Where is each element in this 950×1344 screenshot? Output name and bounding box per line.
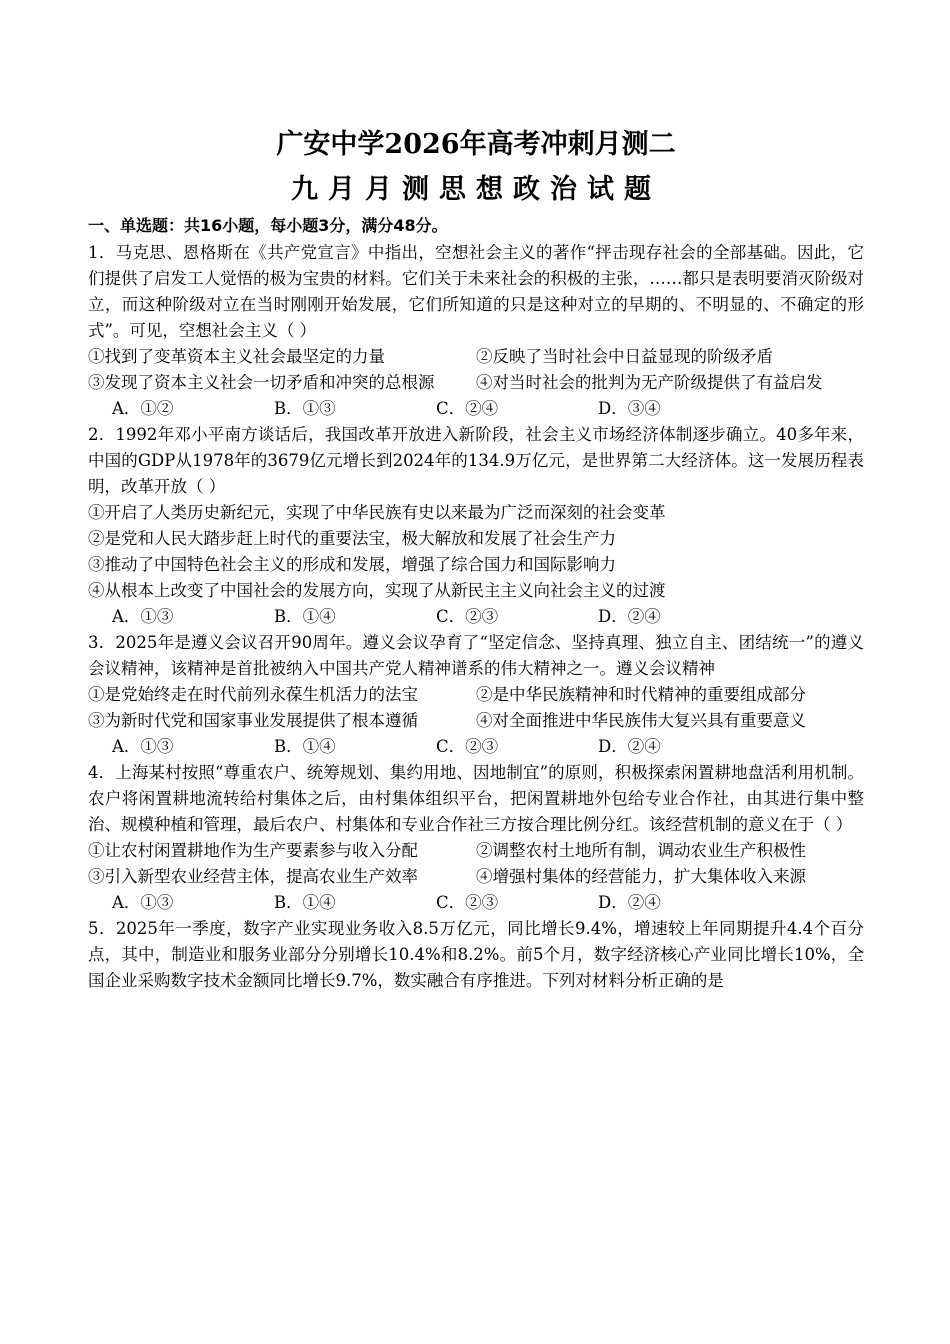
- option: ②反映了当时社会中日益显现的阶级矛盾: [476, 347, 773, 366]
- question-stem: 3．2025年是遵义会议召开90周年。遵义会议孕育了“坚定信念、坚持真理、独立自主、团结统一”的遵义会议精神，该精神是首批被纳入中国共产党人精神谱系的伟大精神之一。遵义会议精神: [88, 633, 864, 678]
- exam-subtitle: 九月月测思想政治试题: [291, 174, 661, 205]
- answer-choice[interactable]: D．②④: [598, 607, 661, 626]
- option: ②是党和人民大踏步赶上时代的重要法宝，极大解放和发展了社会生产力: [88, 529, 616, 548]
- option-list: [88, 344, 864, 396]
- option-list: [88, 682, 864, 734]
- answer-choice[interactable]: B．①④: [274, 893, 336, 912]
- question-3: [88, 630, 864, 760]
- option: ①是党始终走在时代前列永葆生机活力的法宝: [88, 685, 418, 704]
- answer-choice[interactable]: B．①③: [274, 399, 336, 418]
- answer-choice[interactable]: C．②③: [436, 737, 499, 756]
- answer-choices: [88, 890, 864, 916]
- option: ③引入新型农业经营主体，提高农业生产效率: [88, 867, 418, 886]
- answer-choice[interactable]: A．①②: [112, 399, 174, 418]
- answer-choice[interactable]: A．①③: [112, 893, 174, 912]
- option: ④增强村集体的经营能力，扩大集体收入来源: [476, 867, 806, 886]
- option: ④对当时社会的批判为无产阶级提供了有益启发: [476, 373, 823, 392]
- option: ③为新时代党和国家事业发展提供了根本遵循: [88, 711, 418, 730]
- answer-choice[interactable]: C．②④: [436, 399, 499, 418]
- answer-choice[interactable]: C．②③: [436, 893, 499, 912]
- question-1: [88, 240, 864, 422]
- question-4: [88, 760, 864, 916]
- exam-title: 广安中学2026年高考冲刺月测二: [276, 129, 676, 160]
- answer-choice[interactable]: A．①③: [112, 607, 174, 626]
- question-5: [88, 916, 864, 994]
- answer-choices: [88, 734, 864, 760]
- section-heading: 一、单选题：共16小题，每小题3分，满分48分。: [88, 216, 448, 235]
- question-stem: 1．马克思、恩格斯在《共产党宣言》中指出，空想社会主义的著作“抨击现存社会的全部基础。因此，它们提供了启发工人觉悟的极为宝贵的材料。它们关于未来社会的积极的主张，……都只是表明要消灭阶级对立，而这种阶级对立在当时刚刚开始发展，它们所知道的只是这种对立的早期的、不明显的、不确定的形式”。可见，空想社会主义（ ）: [88, 243, 864, 340]
- question-stem: 4．上海某村按照“尊重农户、统筹规划、集约用地、因地制宜”的原则，积极探索闲置耕地盘活利用机制。农户将闲置耕地流转给村集体之后，由村集体组织平台，把闲置耕地外包给专业合作社，由其进行集中整治、规模种植和管理，最后农户、村集体和专业合作社三方按合理比例分红。该经营机制的意义在于（ ）: [88, 763, 864, 834]
- option: ①开启了人类历史新纪元，实现了中华民族有史以来最为广泛而深刻的社会变革: [88, 503, 666, 522]
- option: ②调整农村土地所有制，调动农业生产积极性: [476, 841, 806, 860]
- option: ③发现了资本主义社会一切矛盾和冲突的总根源: [88, 373, 435, 392]
- answer-choice[interactable]: A．①③: [112, 737, 174, 756]
- option: ④从根本上改变了中国社会的发展方向，实现了从新民主主义向社会主义的过渡: [88, 581, 666, 600]
- answer-choice[interactable]: B．①④: [274, 737, 336, 756]
- option: ①找到了变革资本主义社会最坚定的力量: [88, 347, 385, 366]
- answer-choice[interactable]: C．②③: [436, 607, 499, 626]
- answer-choice[interactable]: D．②④: [598, 893, 661, 912]
- option: ①让农村闲置耕地作为生产要素参与收入分配: [88, 841, 418, 860]
- question-stem: 2．1992年邓小平南方谈话后，我国改革开放进入新阶段，社会主义市场经济体制逐步确立。40多年来，中国的GDP从1978年的3679亿元增长到2024年的134.9万亿元，是世界第二大经济体。这一发展历程表明，改革开放（ ）: [88, 425, 864, 496]
- answer-choice[interactable]: D．③④: [598, 399, 661, 418]
- option: ③推动了中国特色社会主义的形成和发展，增强了综合国力和国际影响力: [88, 555, 616, 574]
- answer-choices: [88, 396, 864, 422]
- question-2: [88, 422, 864, 630]
- option-list: [88, 838, 864, 890]
- option: ④对全面推进中华民族伟大复兴具有重要意义: [476, 711, 806, 730]
- answer-choice[interactable]: D．②④: [598, 737, 661, 756]
- option: ②是中华民族精神和时代精神的重要组成部分: [476, 685, 806, 704]
- question-stem: 5．2025年一季度，数字产业实现业务收入8.5万亿元，同比增长9.4%，增速较上年同期提升4.4个百分点，其中，制造业和服务业部分分别增长10.4%和8.2%。前5个月，数字经济核心产业同比增长10%，全国企业采购数字技术金额同比增长9.7%，数实融合有序推进。下列对材料分析正确的是: [88, 919, 864, 990]
- exam-page: [88, 128, 864, 994]
- answer-choice[interactable]: B．①④: [274, 607, 336, 626]
- answer-choices: [88, 604, 864, 630]
